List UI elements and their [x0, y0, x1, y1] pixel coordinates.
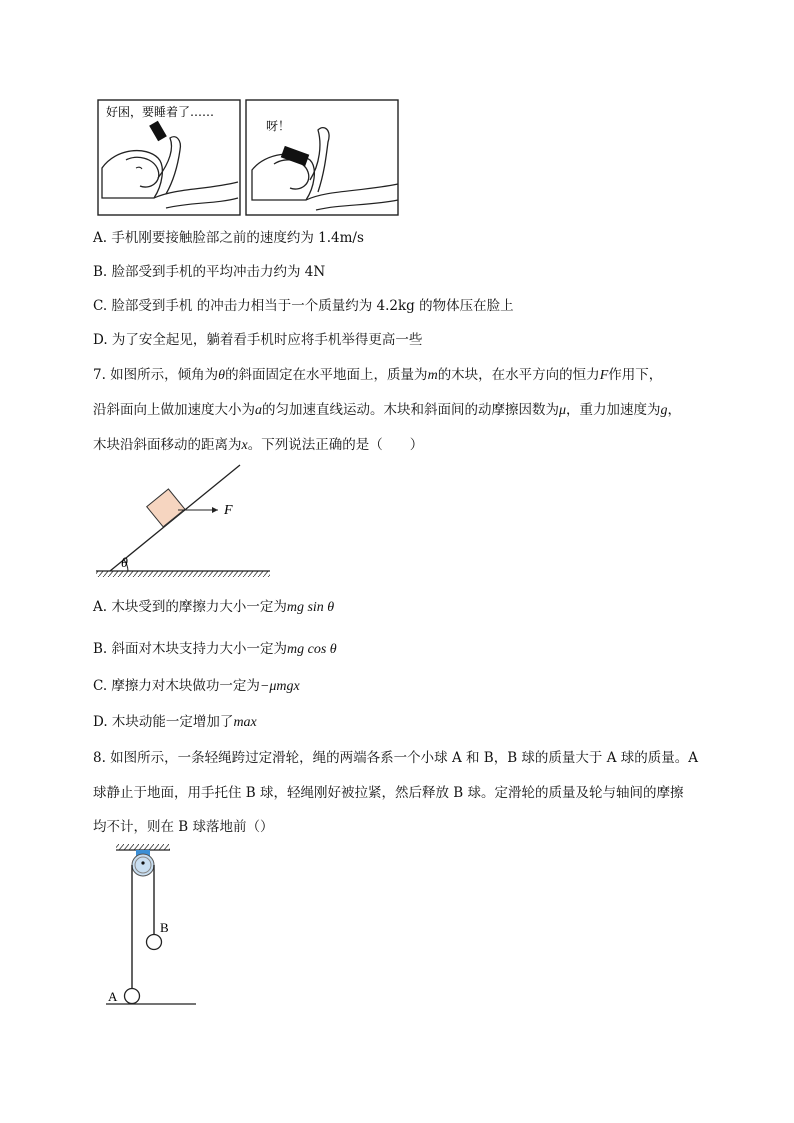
q7-x: x: [241, 438, 248, 453]
incline-figure: [94, 462, 274, 582]
pulley-axle: [141, 861, 144, 864]
q7-option-b: B. 斜面对木块支持力大小一定为mg cos θ: [93, 641, 337, 657]
ground-hatch: [96, 571, 270, 577]
q7-theta: θ: [218, 368, 226, 383]
q7-mu: μ: [559, 403, 567, 418]
q7-m: m: [427, 368, 438, 383]
q7-option-c: C. 摩擦力对木块做功一定为−μmgx: [93, 678, 300, 694]
q6-option-a: A. 手机刚要接触脸部之前的速度约为 1.4m/s: [93, 230, 364, 246]
force-arrow-head: [212, 507, 218, 513]
comic-panel-1: [98, 100, 240, 215]
q8-stem-line-3: 均不计，则在 B 球落地前（）: [93, 819, 274, 835]
q6-option-c: C. 脸部受到手机 的冲击力相当于一个质量约为 4.2kg 的物体压在脸上: [93, 298, 514, 314]
label-a: A: [108, 989, 118, 1004]
ceiling-hatch: [116, 844, 170, 850]
pulley-figure: [104, 838, 200, 1010]
q7-stem-line-1: 7. 如图所示，倾角为θ的斜面固定在水平地面上，质量为m的木块，在水平方向的恒力F作用下，: [93, 367, 663, 383]
q8-stem-line-1: 8. 如图所示，一条轻绳跨过定滑轮，绳的两端各系一个小球 A 和 B，B 球的质量大于 A 球的质量。A: [93, 750, 699, 766]
ball-b: [147, 935, 162, 950]
q7-stem-line-2: 沿斜面向上做加速度大小为a的匀加速直线运动。木块和斜面间的动摩擦因数为μ，重力加速度为g，: [93, 402, 682, 418]
label-b: B: [160, 920, 169, 935]
force-label: F: [224, 503, 233, 518]
q6-option-b: B. 脸部受到手机的平均冲击力约为 4N: [93, 264, 326, 280]
q7-option-d: D. 木块动能一定增加了max: [93, 714, 257, 730]
comic-panel-1-text: 好困，要睡着了……: [106, 105, 215, 119]
q8-stem-line-2: 球静止于地面，用手托住 B 球，轻绳刚好被拉紧，然后释放 B 球。定滑轮的质量及轮与轴间的摩擦: [93, 785, 684, 801]
q7-g: g: [660, 403, 668, 418]
q7-a: a: [255, 403, 262, 418]
comic-figure: [96, 98, 401, 218]
q7-stem-line-3: 木块沿斜面移动的距离为x。下列说法正确的是（ ）: [93, 437, 424, 453]
incline-surface: [110, 465, 240, 571]
ball-a: [125, 989, 140, 1004]
q7-F: F: [599, 368, 609, 383]
q6-option-d: D. 为了安全起见，躺着看手机时应将手机举得更高一些: [93, 332, 423, 348]
wood-block: [147, 489, 185, 527]
comic-panel-2-text: 呀！: [266, 119, 291, 133]
comic-panel-2: [246, 100, 398, 215]
q7-option-a: A. 木块受到的摩擦力大小一定为mg sin θ: [93, 599, 335, 615]
angle-label: θ: [121, 556, 128, 571]
